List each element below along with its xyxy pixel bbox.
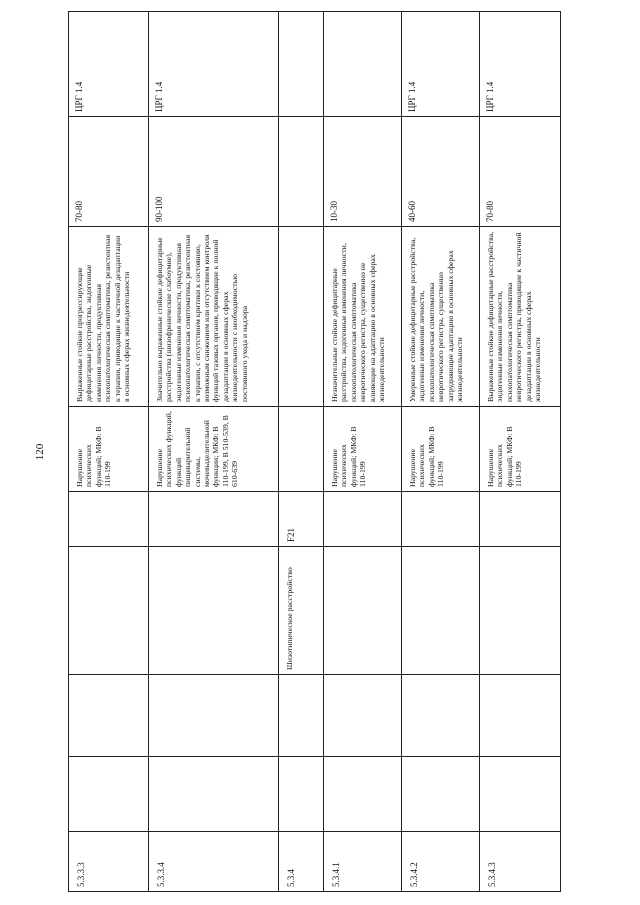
cell-empty [324,675,402,757]
cell-empty [69,757,149,832]
cell-empty [149,675,279,757]
cell-empty [279,757,324,832]
table-row [402,12,480,892]
disorder-name [149,547,279,675]
row-code: 5.3.3.3 [69,832,149,892]
percent-score [279,117,324,227]
impaired-functions: Нарушение психических функций; МКФ: B 110-199 [480,407,561,492]
disorder-name [402,547,480,675]
prg-code [279,12,324,117]
severity-description: Незначительные стойкие дефицитарные расстройства, эндогенные изменения личности, психопатологическая симптоматика невротического регистра, существенно не влияющие на адаптацию в основных сферах жизнедеятельности [324,227,402,407]
cell-empty [402,675,480,757]
table-row [279,12,324,892]
severity-description: Выраженные стойкие прогрессирующие дефицитарные расстройства, эндогенные изменения личности, продуктивная психопатологическая симптоматика, резистентная к терапии, приводящие к частичной дезадаптации в основных сферах жизнедеятельности [69,227,149,407]
prg-code: ЦРГ 1.4 [149,12,279,117]
cell-empty [480,675,561,757]
cell-empty [69,675,149,757]
impaired-functions: Нарушение психических функций; МКФ: B 110-199 [69,407,149,492]
row-code: 5.3.4.1 [324,832,402,892]
table-row [324,12,402,892]
severity-description: Выраженные стойкие дефицитарные расстройства, эндогенные изменения личности, психопатологическая симптоматика невротического регистра, приводящие к частичной дезадаптации в основных сферах жизнедеятельности [480,227,561,407]
cell-empty [402,757,480,832]
table-row [149,12,279,892]
classification-table-wrapper [68,12,560,892]
prg-code: ЦРГ 1.4 [69,12,149,117]
icd-code [149,492,279,547]
disorder-name [480,547,561,675]
percent-score: 10-30 [324,117,402,227]
icd-code [324,492,402,547]
icd-code [69,492,149,547]
percent-score: 40-60 [402,117,480,227]
prg-code: ЦРГ 1.4 [402,12,480,117]
impaired-functions: Нарушение психических функций; МКФ: B 110-199 [402,407,480,492]
cell-empty [149,757,279,832]
row-code: 5.3.4.2 [402,832,480,892]
row-code: 5.3.4.3 [480,832,561,892]
icd-code [480,492,561,547]
table-row [480,12,561,892]
percent-score: 70-80 [480,117,561,227]
classification-table [68,11,561,892]
icd-code [402,492,480,547]
severity-description: Значительно выраженные стойкие дефицитарные расстройства (шизофренические слабоумие), эндогенные изменения личности, продуктивная психопатологическая симптоматика, резистентная к терапии, с отсутствием критики к состоянию, возможным снижением или отсутствием контроля функций тазовых органов, приводящие к полной дезадаптации в основных сферах жизнедеятельности с необходимостью постоянного ухода и надзора [149,227,279,407]
disorder-name [69,547,149,675]
cell-empty [279,675,324,757]
prg-code: ЦРГ 1.4 [480,12,561,117]
impaired-functions: Нарушение психических функций; МКФ: B 110-199 [324,407,402,492]
page-number-text: 120 [34,443,46,461]
icd-code: F21 [279,492,324,547]
impaired-functions [279,407,324,492]
severity-description: Умеренные стойкие дефицитарные расстройства, эндогенные изменения личности, психопатологическая симптоматика невротического регистра, существенно затрудняющие адаптацию в основных сферах жизнедеятельности [402,227,480,407]
cell-empty [324,757,402,832]
disorder-name: Шизотипическое расстройство [279,547,324,675]
table-row [69,12,149,892]
percent-score: 70-80 [69,117,149,227]
row-code: 5.3.3.4 [149,832,279,892]
severity-description [279,227,324,407]
row-code: 5.3.4 [279,832,324,892]
cell-empty [480,757,561,832]
percent-score: 90-100 [149,117,279,227]
impaired-functions: Нарушение психических функций, функций пищеварительной системы, мочевыделительной функции; МКФ: B 110-199, B 510-539, B 610-639 [149,407,279,492]
disorder-name [324,547,402,675]
prg-code [324,12,402,117]
